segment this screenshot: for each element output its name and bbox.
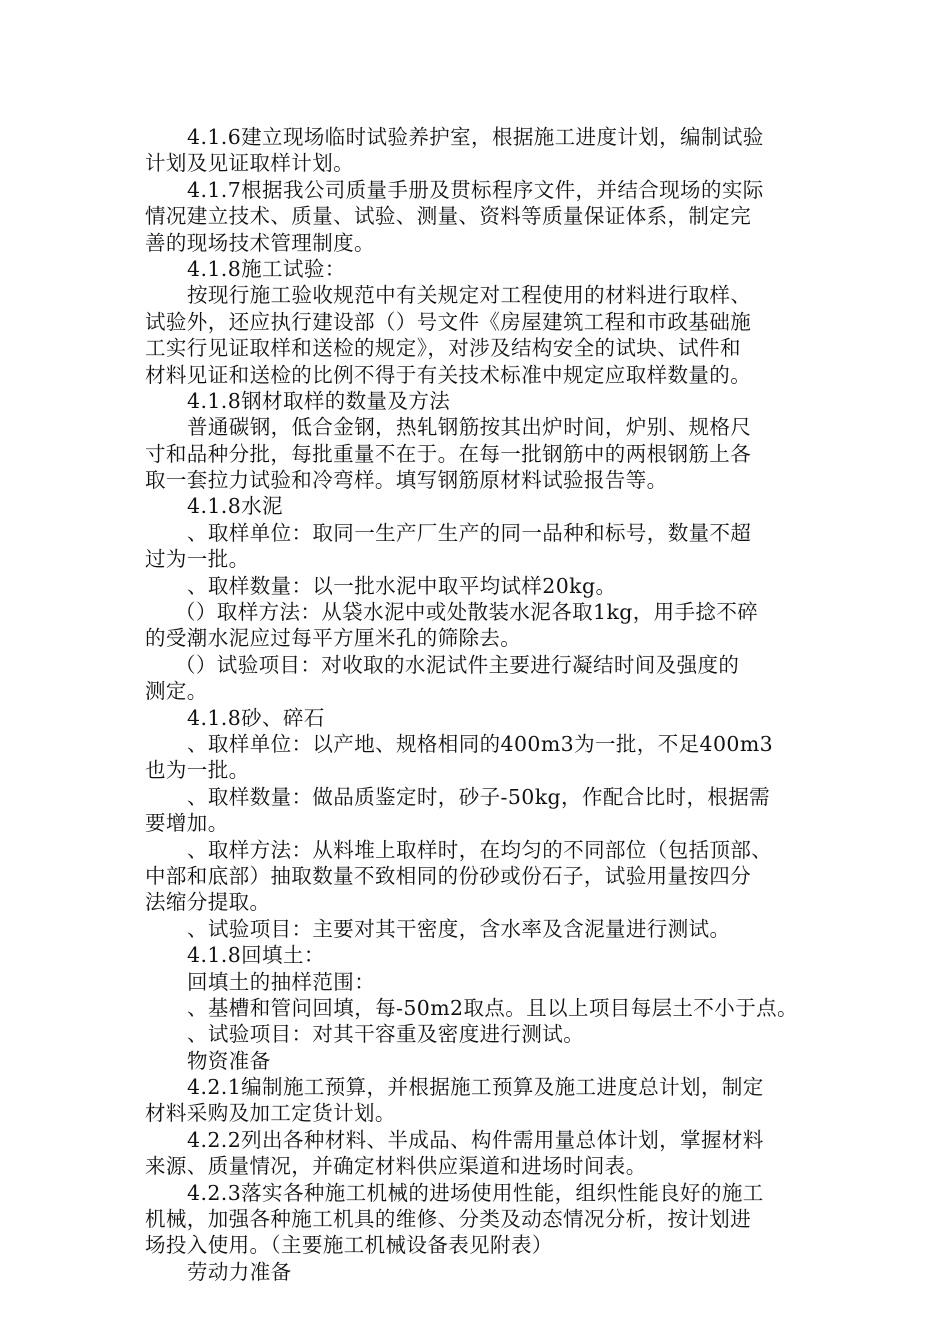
paragraph-line: 材料采购及加工定货计划。: [145, 1101, 396, 1126]
paragraph-line: 4.1.6建立现场临时试验养护室，根据施工进度计划，编制试验: [187, 125, 764, 149]
section-heading: 4.1.8施工试验：: [187, 256, 346, 281]
paragraph-line: 、试验项目：主要对其干密度，含水率及含泥量进行测试。: [187, 916, 731, 941]
paragraph-line: 、基槽和管问回填，每-50m2取点。且以上项目每层土不小于点。: [187, 995, 798, 1020]
paragraph-line: 按现行施工验收规范中有关规定对工程使用的材料进行取样、: [187, 283, 752, 308]
paragraph-line: 4.1.7根据我公司质量手册及贯标程序文件，并结合现场的实际: [187, 177, 764, 202]
paragraph-line: 、取样单位：取同一生产厂生产的同一品种和标号，数量不超: [187, 520, 752, 545]
paragraph-line: 法缩分提取。: [145, 890, 271, 915]
section-heading: 物资准备: [187, 1048, 271, 1073]
paragraph-line: 机械，加强各种施工机具的维修、分类及动态情况分析，按计划进: [145, 1207, 752, 1232]
paragraph-line: 场投入使用。（主要施工机械设备表见附表）: [145, 1233, 553, 1258]
paragraph-line: 、取样数量：做品质鉴定时，砂子-50kg，作配合比时，根据需: [187, 784, 771, 809]
paragraph-line: 试验外，还应执行建设部（）号文件《房屋建筑工程和市政基础施: [145, 309, 752, 334]
section-heading: 4.1.8回填土：: [187, 943, 325, 968]
paragraph-line: 4.2.1编制施工预算，并根据施工预算及施工进度总计划，制定: [187, 1075, 764, 1100]
paragraph-line: 的受潮水泥应过每平方厘米孔的筛除去。: [145, 626, 522, 651]
paragraph-line: 中部和底部）抽取数量不致相同的份砂或份石子，试验用量按四分: [145, 863, 752, 888]
paragraph-line: 普通碳钢，低合金钢，热轧钢筋按其出炉时间，炉别、规格尺: [187, 415, 752, 440]
paragraph-line: 要增加。: [145, 811, 229, 836]
paragraph-line: 来源、质量情况，并确定材料供应渠道和进场时间表。: [145, 1154, 647, 1179]
paragraph-line: 善的现场技术管理制度。: [145, 230, 375, 255]
section-heading: 劳动力准备: [187, 1259, 292, 1284]
paragraph-line: （）试验项目：对收取的水泥试件主要进行凝结时间及强度的: [175, 652, 740, 677]
paragraph-line: 过为一批。: [145, 547, 250, 572]
section-heading: 4.1.8钢材取样的数量及方法: [187, 388, 451, 413]
paragraph-line: 计划及见证取样计划。: [145, 151, 354, 176]
paragraph-line: 、取样方法：从料堆上取样时，在均匀的不同部位（包括顶部、: [187, 837, 773, 862]
paragraph-line: 4.2.3落实各种施工机械的进场使用性能，组织性能良好的施工: [187, 1180, 764, 1205]
paragraph-line: 回填土的抽样范围：: [187, 969, 376, 994]
paragraph-line: 、取样单位：以产地、规格相同的400m3为一批，不足400m3: [187, 731, 774, 756]
paragraph-line: （）取样方法：从袋水泥中或处散装水泥各取1kg，用手捻不碎: [175, 600, 759, 625]
paragraph-line: 取一套拉力试验和冷弯样。填写钢筋原材料试验报告等。: [145, 468, 668, 493]
section-heading: 4.1.8砂、碎石: [187, 705, 325, 730]
paragraph-line: 测定。: [145, 679, 208, 704]
paragraph-line: 、取样数量：以一批水泥中取平均试样20kg。: [187, 573, 617, 598]
paragraph-line: 也为一批。: [145, 758, 250, 783]
paragraph-line: 材料见证和送检的比例不得于有关技术标准中规定应取样数量的。: [145, 362, 752, 387]
paragraph-line: 情况建立技术、质量、试验、测量、资料等质量保证体系，制定完: [145, 204, 752, 229]
paragraph-line: 4.2.2列出各种材料、半成品、构件需用量总体计划，掌握材料: [187, 1127, 764, 1152]
section-heading: 4.1.8水泥: [187, 494, 283, 519]
paragraph-line: 、试验项目：对其干容重及密度进行测试。: [187, 1022, 585, 1047]
paragraph-line: 工实行见证取样和送检的规定》，对涉及结构安全的试块、试件和: [145, 336, 741, 361]
document-body: [145, 124, 810, 1285]
paragraph-line: 寸和品种分批，每批重量不在于。在每一批钢筋中的两根钢筋上各: [145, 441, 752, 466]
